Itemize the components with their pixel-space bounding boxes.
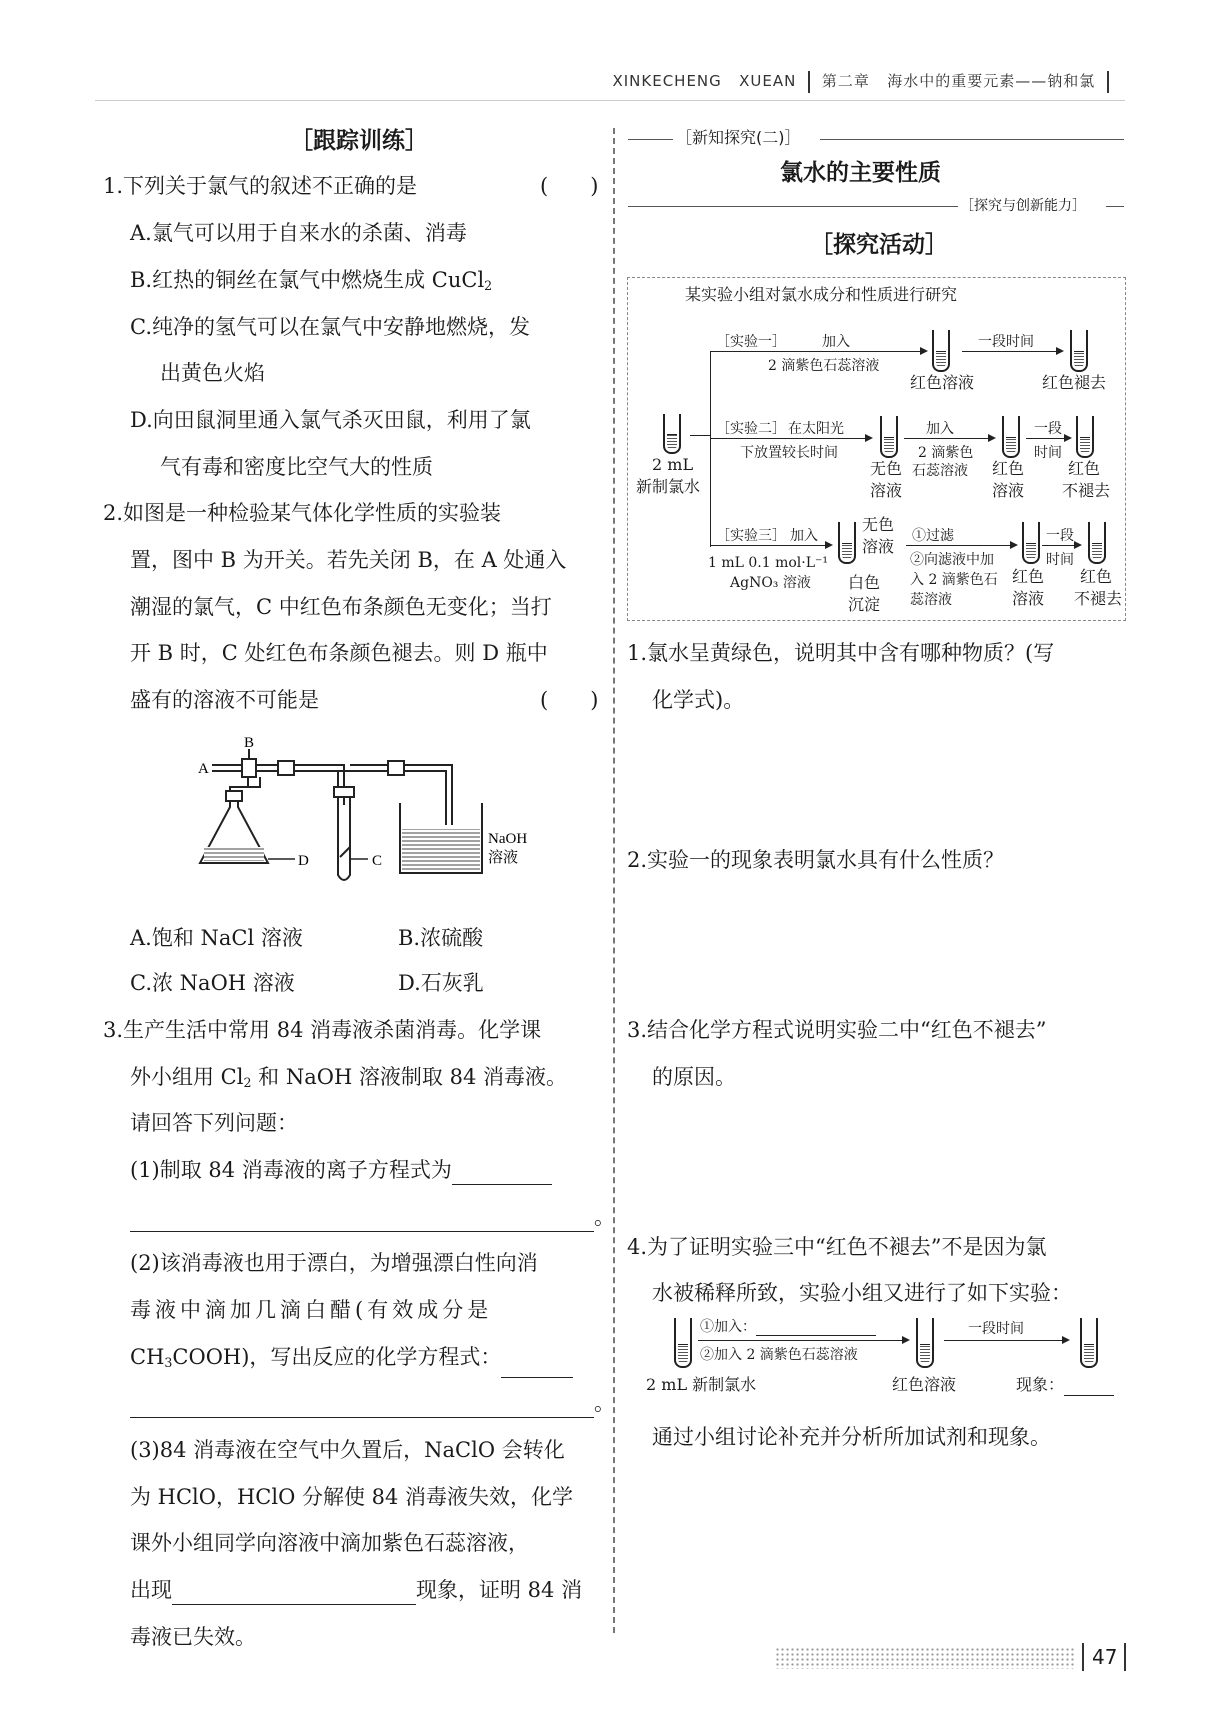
exp2-arrow-1: [711, 438, 871, 439]
q4-reagent-blank[interactable]: [756, 1321, 876, 1336]
exp2-result-1a: 无色: [870, 459, 903, 478]
label-naoh: NaOH: [488, 831, 528, 847]
exp2-arrow-2: [904, 438, 994, 439]
rq3-line-1: 3.结合化学方程式说明实验二中“红色不褪去”: [627, 1018, 1047, 1042]
exp2-result-1b: 溶液: [870, 481, 903, 500]
exp3-precipitate-b: 沉淀: [848, 595, 881, 614]
q1-option-a: A.氯气可以用于自来水的杀菌、消毒: [130, 221, 467, 245]
exp2-result-3a: 红色: [1068, 459, 1101, 478]
q4-tube-1: [674, 1318, 692, 1368]
diagram-caption: 某实验小组对氯水成分和性质进行研究: [685, 285, 958, 304]
exp3-label: ［实验三］: [716, 528, 786, 544]
section-tag: ［新知探究(二)］: [676, 128, 801, 147]
branch-line: [710, 351, 711, 547]
exp2-arrow-3: [1026, 438, 1070, 439]
exp2-result-3b: 不褪去: [1062, 481, 1111, 500]
q4-tube-2: [916, 1318, 934, 1368]
q4-time: 一段时间: [968, 1321, 1024, 1337]
rq1-line-1: 1.氯水呈黄绿色，说明其中含有哪种物质？(写: [627, 641, 1055, 665]
exp1-tube-1: [932, 330, 950, 372]
q3-line-3: 请回答下列问题：: [130, 1111, 298, 1135]
exp3-arrow-3: [1042, 545, 1080, 546]
q1-stem: 1.下列关于氯气的叙述不正确的是: [103, 174, 418, 198]
exp1-add: 加入: [822, 334, 850, 350]
q4-phenomenon-blank[interactable]: [1064, 1379, 1114, 1396]
q2-line-5: 盛有的溶液不可能是: [130, 688, 319, 712]
exp1-reagent: 2 滴紫色石蕊溶液: [768, 358, 880, 374]
tag2-rule-end: [1106, 206, 1124, 207]
label-b: B: [244, 735, 255, 751]
q3-line-1: 3.生产生活中常用 84 消毒液杀菌消毒。化学课: [103, 1018, 542, 1042]
exp1-time: 一段时间: [978, 334, 1034, 350]
exp3-solution-b: 溶液: [862, 537, 895, 556]
footer-bracket: [1082, 1643, 1084, 1671]
tag-rule-left: [628, 139, 673, 140]
q3-part-2-cont: 。: [130, 1388, 615, 1418]
exp3-step-2c: 蕊溶液: [910, 592, 952, 608]
q4-result-label: 现象：: [1016, 1374, 1114, 1396]
label-naoh-sol: 溶液: [488, 848, 519, 866]
exp2-label: ［实验二］: [716, 421, 786, 437]
q1-option-b: B.红热的铜丝在氯气中燃烧生成 CuCl$_2$: [130, 268, 493, 293]
exp3-tube-1: [838, 522, 856, 564]
series-label: XINKECHENG: [612, 72, 722, 90]
q1-option-d: D.向田鼠洞里通入氯气杀灭田鼠，利用了氯: [130, 408, 531, 432]
label-c: C: [372, 853, 383, 869]
exp3-arrow-2: [906, 545, 1016, 546]
exp2-add: 加入: [926, 421, 954, 437]
branch-stem: [690, 435, 710, 436]
q1-option-c: C.纯净的氢气可以在氯气中安静地燃烧，发: [130, 315, 530, 339]
q3-part-1-cont: 。: [130, 1202, 615, 1232]
section-heading: 氯水的主要性质: [780, 160, 941, 186]
rq4-line-2: 水被稀释所致，实验小组又进行了如下实验：: [652, 1281, 1072, 1305]
q1-option-d-cont: 气有毒和密度比空气大的性质: [160, 455, 433, 479]
rq1-line-2: 化学式)。: [652, 688, 745, 712]
activity-title: ［探究活动］: [810, 231, 948, 258]
rq4-line-1: 4.为了证明实验三中“红色不褪去”不是因为氯: [627, 1235, 1047, 1259]
exp3-result-2a: 红色: [1080, 567, 1113, 586]
q3-part-2-line-1: (2)该消毒液也用于漂白，为增强漂白性向消: [130, 1251, 538, 1275]
exp2-result-2b: 溶液: [992, 481, 1025, 500]
chapter-label: 第二章: [821, 72, 870, 90]
exp3-arrow-1: [711, 545, 831, 546]
q4-arrow-2: [944, 1340, 1068, 1341]
q2-option-a: A.饱和 NaCl 溶液: [130, 926, 303, 950]
q1-option-c-cont: 出黄色火焰: [160, 361, 265, 385]
exp1-arrow: [711, 351, 926, 352]
page-header: [612, 70, 1115, 93]
exp1-arrow-2: [962, 351, 1062, 352]
gas-apparatus-figure: [190, 735, 550, 885]
answer-blank-1b[interactable]: [130, 1209, 594, 1232]
tag-rule-right: [820, 139, 1124, 140]
label-d: D: [298, 853, 309, 869]
exp2-cond-1: 在太阳光: [788, 421, 844, 437]
q2-paren: ( ): [540, 688, 599, 712]
exp1-result-2: 红色褪去: [1042, 373, 1107, 392]
q4-step-2: ②加入 2 滴紫色石蕊溶液: [700, 1347, 858, 1363]
q3-part-3-line-3: 课外小组同学向溶液中滴加紫色石蕊溶液，: [130, 1531, 529, 1555]
exp2-time-1: 一段: [1034, 421, 1062, 437]
exp3-reagent-2: AgNO₃ 溶液: [730, 575, 811, 591]
q3-part-3-line-5: 毒液已失效。: [130, 1625, 256, 1649]
exp2-cond-2: 下放置较长时间: [740, 445, 838, 461]
exp3-tube-3: [1088, 522, 1106, 564]
exp3-result-1a: 红色: [1012, 567, 1045, 586]
exp2-tube-1: [880, 416, 898, 458]
exp2-reagent-1: 2 滴紫色: [918, 445, 974, 461]
q2-option-c: C.浓 NaOH 溶液: [130, 971, 295, 995]
exp3-reagent-1: 1 mL 0.1 mol·L⁻¹: [708, 555, 829, 571]
exp2-result-2a: 红色: [992, 459, 1025, 478]
tag2-rule: [628, 206, 958, 207]
label-a: A: [198, 761, 209, 777]
exp3-step-2b: 入 2 滴紫色石: [910, 572, 998, 588]
header-rule: [95, 100, 1125, 101]
rq2: 2.实验一的现象表明氯水具有什么性质？: [627, 848, 1005, 872]
exp3-tube-2: [1022, 522, 1040, 564]
q2-line-1: 2.如图是一种检验某气体化学性质的实验装: [103, 501, 502, 525]
exp2-time-2: 时间: [1034, 445, 1062, 461]
rq4-line-3: 通过小组讨论补充并分析所加试剂和现象。: [652, 1425, 1051, 1449]
chapter-title: 海水中的重要元素——钠和氯: [887, 72, 1096, 90]
q2-line-3: 潮湿的氯气，C 中红色布条颜色无变化；当打: [130, 595, 552, 619]
answer-blank-2b[interactable]: [130, 1395, 594, 1418]
start-volume: 2 mL: [652, 455, 694, 474]
exp2-tube-2: [1002, 416, 1020, 458]
q3-part-1: (1)制取 84 消毒液的离子方程式为: [130, 1155, 552, 1185]
exp3-solution-a: 无色: [862, 515, 895, 534]
answer-blank-2[interactable]: [501, 1355, 573, 1378]
exp3-step-1: ①过滤: [912, 528, 954, 544]
exp2-reagent-2: 石蕊溶液: [912, 463, 968, 479]
exp3-time-2: 时间: [1046, 552, 1074, 568]
q2-line-2: 置，图中 B 为开关。若先关闭 B，在 A 处通入: [130, 548, 567, 572]
rq3-line-2: 的原因。: [652, 1065, 736, 1089]
exp3-time-1: 一段: [1046, 528, 1074, 544]
exp1-label: ［实验一］: [716, 334, 786, 350]
q2-option-d: D.石灰乳: [398, 971, 484, 995]
q1-paren: ( ): [540, 174, 599, 198]
exp1-tube-2: [1070, 330, 1088, 372]
q3-line-2: 外小组用 $Cl_2$ 和 NaOH 溶液制取 84 消毒液。: [130, 1065, 568, 1090]
q2-option-b: B.浓硫酸: [398, 926, 484, 950]
exp3-add: 加入: [790, 528, 818, 544]
exp3-result-1b: 溶液: [1012, 589, 1045, 608]
series-label-2: XUEAN: [739, 72, 797, 90]
q3-part-2-line-3: $CH_3COOH$)，写出反应的化学方程式：: [130, 1342, 573, 1378]
footer-dots: [775, 1647, 1075, 1669]
start-label: 新制氯水: [636, 477, 701, 496]
exp2-tube-3: [1076, 416, 1094, 458]
q3-part-3-line-4: 出现 现象，证明 84 消: [130, 1575, 582, 1605]
start-tube: [663, 414, 681, 454]
page-number: 47: [1092, 1645, 1118, 1669]
section-title: ［跟踪训练］: [290, 127, 428, 154]
q4-step-1: ①加入：: [700, 1318, 876, 1336]
answer-blank-1[interactable]: [452, 1162, 552, 1185]
q4-tube-3: [1080, 1318, 1098, 1368]
q4-start-label: 2 mL 新制氯水: [646, 1375, 757, 1394]
footer-bracket-right: [1124, 1643, 1126, 1671]
q3-part-3-line-2: 为 HClO，HClO 分解使 84 消毒液失效，化学: [130, 1485, 574, 1509]
q3-part-3-line-1: (3)84 消毒液在空气中久置后，NaClO 会转化: [130, 1438, 565, 1462]
q4-mid-label: 红色溶液: [892, 1375, 957, 1394]
q2-line-4: 开 B 时，C 处红色布条颜色褪去。则 D 瓶中: [130, 641, 548, 665]
q4-arrow-1: [698, 1340, 908, 1341]
answer-blank-3[interactable]: [172, 1582, 416, 1605]
exp1-result-1: 红色溶液: [910, 373, 975, 392]
exp3-result-2b: 不褪去: [1074, 589, 1123, 608]
q3-part-2-line-2: 毒液中滴加几滴白醋(有效成分是: [130, 1298, 493, 1322]
exp3-step-2a: ②向滤液中加: [910, 552, 994, 568]
ability-tag: ［探究与创新能力］: [960, 198, 1086, 214]
exp3-precipitate-a: 白色: [848, 573, 881, 592]
